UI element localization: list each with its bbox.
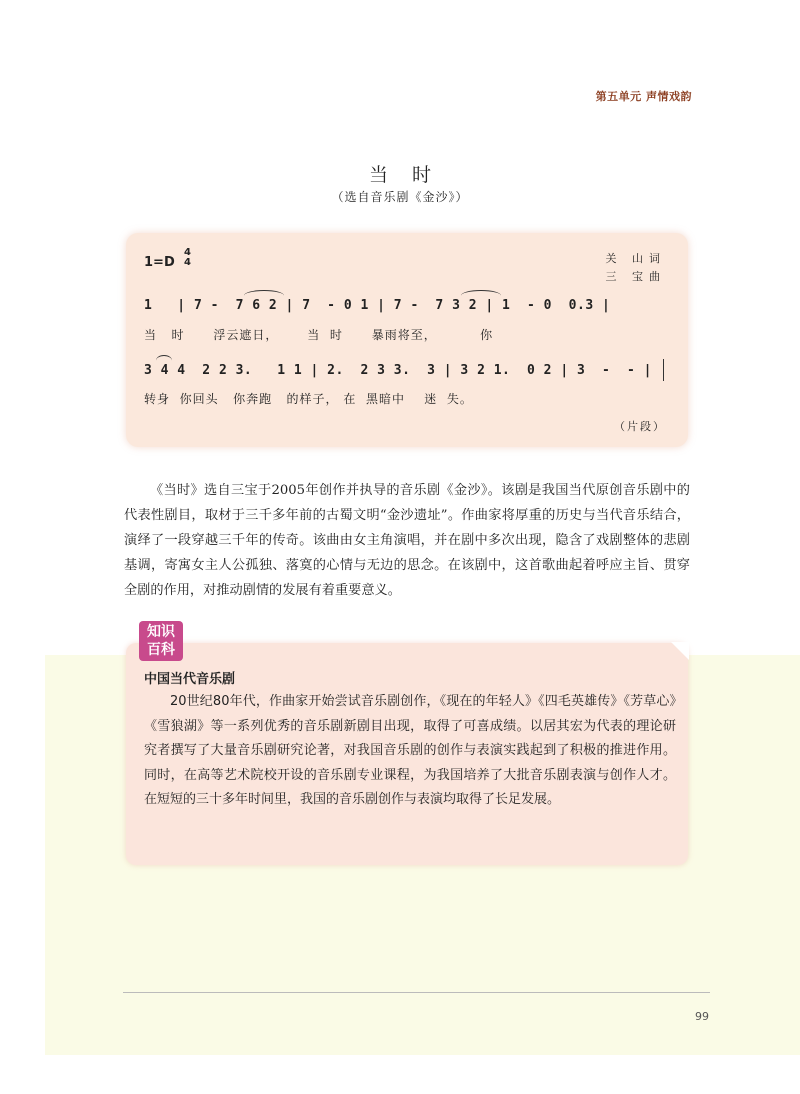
knowledge-title: 中国当代音乐剧: [144, 672, 236, 687]
key-signature: 1=D: [144, 255, 175, 270]
fragment-label: （片段）: [614, 420, 666, 433]
knowledge-text: 20世纪80年代，作曲家开始尝试音乐剧创作，《现在的年轻人》《四毛英雄传》《芳草心》《雪狼湖》等一系列优秀的音乐剧新剧目出现，取得了可喜成绩。以居其宏为代表的理论研究者撰写了大量音乐剧研究论著，对我国音乐剧的创作与表演实践起到了积极的推进作用。同时，在高等艺术院校开设的音乐剧专业课程，为我国培养了大批音乐剧表演与创作人才。在短短的三十多年时间里，我国的音乐剧创作与表演均取得了长足发展。: [144, 694, 676, 807]
badge-line-1: 知识: [147, 624, 175, 640]
lyrics-line-1: 当 时 浮云遮日， 当 时 暴雨将至， 你: [144, 328, 494, 342]
notation-line-2: 3 4 4 2 2 3. 1 1 | 2. 2 3 3. 3 | 3 2 1. 0 2 | 3 - - |: [144, 363, 652, 378]
notation-line-1: 1 | 7 - 7 6 2 | 7 - 0 1 | 7 - 7 3 2 | 1 - 0 0.3 |: [144, 298, 611, 313]
description-paragraph: 《当时》选自三宝于2005年创作并执导的音乐剧《金沙》。该剧是我国当代原创音乐剧中的代表性剧目，取材于三千多年前的古蜀文明“金沙遗址”。作曲家将厚重的历史与当代音乐结合，演绎了一段穿越三千年的传奇。该曲由女主角演唱，并在剧中多次出现，隐含了戏剧整体的悲剧基调，寄寓女主人公孤独、落寞的心情与无边的思念。在该剧中，这首歌曲起着呼应主旨、贯穿全剧的作用，对推动剧情的发展有着重要意义。: [124, 483, 690, 598]
page-number: 99: [695, 1010, 709, 1023]
composer-credit: 三 宝曲: [605, 270, 666, 283]
badge-line-2: 百科: [147, 642, 175, 658]
song-title: 当时: [368, 164, 455, 186]
lyricist-credit: 关 山词: [605, 252, 666, 265]
unit-header: 第五单元 声情戏韵: [595, 90, 692, 103]
footer-divider: [123, 992, 710, 993]
song-subtitle: （选自音乐剧《金沙》）: [331, 190, 469, 204]
lyrics-line-2: 转身 你回头 你奔跑 的样子， 在 黑暗中 迷 失。: [144, 392, 473, 406]
folded-corner: [671, 642, 689, 660]
meter-top: 4: [184, 247, 191, 258]
score-box: [126, 233, 688, 447]
final-barline: [663, 359, 664, 381]
knowledge-badge: [139, 621, 183, 661]
time-signature: [184, 248, 191, 268]
meter-bottom: 4: [184, 257, 191, 268]
